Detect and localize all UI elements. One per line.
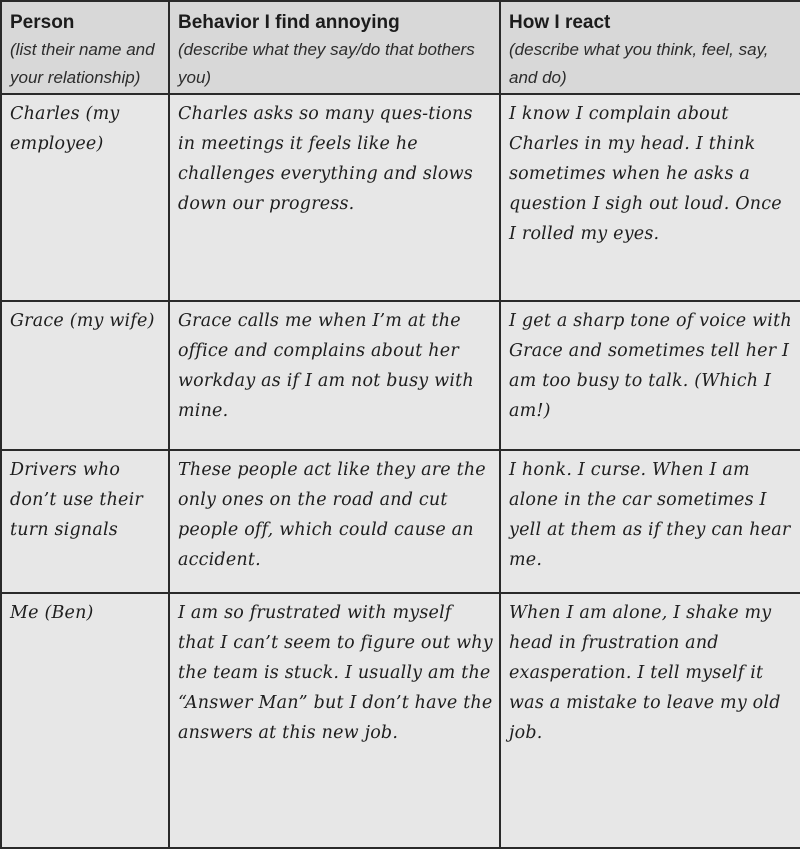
reaction-text: I get a sharp tone of voice with Grace and sometimes tell her I am too busy to talk. (Which I am!)	[509, 311, 792, 421]
table-row	[1, 593, 800, 848]
header-behavior	[169, 1, 500, 94]
table-row	[1, 94, 800, 301]
header-row	[1, 1, 800, 94]
person-text: Drivers who don’t use their turn signals	[10, 460, 143, 540]
person-text: Me (Ben)	[10, 603, 94, 623]
header-person-subtitle: (list their name and your relationship)	[10, 40, 155, 87]
behavior-text: Charles asks so many ques-tions in meetings it feels like he challenges everything and slows down our progress.	[178, 104, 473, 214]
header-reaction-subtitle: (describe what you think, feel, say, and do)	[509, 40, 769, 87]
person-cell	[1, 593, 169, 848]
behavior-cell	[169, 94, 500, 301]
reaction-cell	[500, 94, 800, 301]
person-cell	[1, 450, 169, 593]
reaction-cell	[500, 450, 800, 593]
table-row	[1, 450, 800, 593]
reaction-text: I honk. I curse. When I am alone in the car sometimes I yell at them as if they can hear me.	[509, 460, 791, 570]
reaction-text: When I am alone, I shake my head in frustration and exasperation. I tell myself it was a mistake to leave my old job.	[509, 603, 781, 743]
reaction-cell	[500, 593, 800, 848]
behavior-text: These people act like they are the only ones on the road and cut people off, which could cause an accident.	[178, 460, 486, 570]
header-behavior-subtitle: (describe what they say/do that bothers you)	[178, 40, 475, 87]
behavior-cell	[169, 301, 500, 450]
behavior-cell	[169, 450, 500, 593]
header-person-title: Person	[10, 12, 75, 33]
table-row	[1, 301, 800, 450]
person-cell	[1, 94, 169, 301]
behavior-text: I am so frustrated with myself that I can’t seem to figure out why the team is stuck. I usually am the “Answer Man” but I don’t have the answers at this new job.	[178, 603, 493, 743]
header-behavior-title: Behavior I find annoying	[178, 12, 400, 33]
header-reaction	[500, 1, 800, 94]
person-text: Charles (my employee)	[10, 104, 120, 154]
reaction-cell	[500, 301, 800, 450]
behavior-cell	[169, 593, 500, 848]
behavior-text: Grace calls me when I’m at the office and complains about her workday as if I am not busy with mine.	[178, 311, 474, 421]
reaction-text: I know I complain about Charles in my head. I think sometimes when he asks a question I sigh out loud. Once I rolled my eyes.	[509, 104, 782, 244]
header-person	[1, 1, 169, 94]
person-cell	[1, 301, 169, 450]
header-reaction-title: How I react	[509, 12, 611, 33]
person-text: Grace (my wife)	[10, 311, 155, 331]
